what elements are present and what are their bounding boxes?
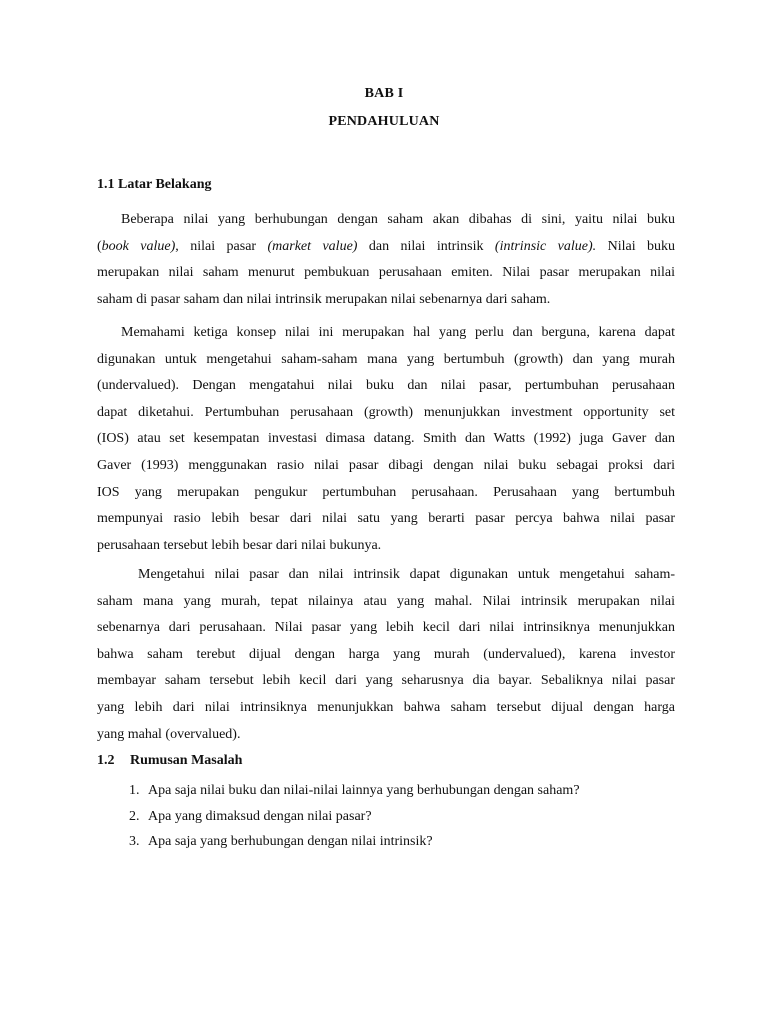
- list-item: [129, 804, 580, 830]
- paragraph-3-line-1: Mengetahui nilai pasar dan nilai intrinsik dapat digunakan untuk mengetahui saham-: [138, 567, 675, 582]
- chapter-title: PENDAHULUAN: [328, 114, 440, 129]
- list-item-text: Apa yang dimaksud dengan nilai pasar?: [148, 808, 372, 824]
- list-item-number: 3.: [129, 834, 140, 849]
- paragraph-3-line-6: yang lebih dari nilai intrinsiknya menunjukkan bahwa saham tersebut dijual dengan harga: [97, 699, 675, 715]
- paragraph-3: [97, 562, 675, 748]
- paragraph-2-line-1: Memahami ketiga konsep nilai ini merupakan hal yang perlu dan berguna, karena dapat: [121, 325, 675, 340]
- paragraph-2-line-2: digunakan untuk mengetahui saham-saham mana yang bertumbuh (growth) dan yang murah: [97, 351, 675, 367]
- paragraph-1-term-intrinsic-value: (intrinsic value).: [494, 238, 597, 254]
- paragraph-1-line-3: merupakan nilai saham menurut pembukuan perusahaan emiten. Nilai pasar merupakan nilai: [97, 265, 675, 281]
- paragraph-3-line-2: saham mana yang murah, tepat nilainya atau yang mahal. Nilai intrinsik merupakan nilai: [97, 593, 675, 609]
- paragraph-1-line-2-part: (: [97, 238, 102, 254]
- paragraph-1: [97, 207, 675, 313]
- paragraph-1-term-market-value: (market value): [267, 238, 358, 254]
- section-title: Rumusan Masalah: [130, 753, 243, 768]
- paragraph-2-line-4: dapat diketahui. Pertumbuhan perusahaan (growth) menunjukkan investment opportunity set: [97, 404, 675, 420]
- paragraph-2-line-8: mempunyai rasio lebih besar dari nilai satu yang berarti pasar percya bahwa nilai pasar: [97, 511, 675, 527]
- paragraph-3-line-7: yang mahal (overvalued).: [97, 726, 241, 742]
- list-item-number: 1.: [129, 783, 140, 798]
- paragraph-3-line-3: sebenarnya dari perusahaan. Nilai pasar yang lebih kecil dari nilai intrinsiknya menunjukkan: [97, 620, 675, 636]
- paragraph-1-line-1: Beberapa nilai yang berhubungan dengan saham akan dibahas di sini, yaitu nilai buku: [121, 212, 675, 227]
- paragraph-1-line-2-part: dan nilai intrinsik: [357, 238, 495, 254]
- chapter-label: BAB I: [364, 86, 404, 101]
- section-number: 1.2: [97, 753, 115, 768]
- list-item-number: 2.: [129, 808, 140, 824]
- paragraph-1-line-2: [97, 234, 675, 261]
- paragraph-2-line-6: Gaver (1993) menggunakan rasio nilai pasar dibagi dengan nilai buku sebagai proksi dari: [97, 457, 675, 473]
- paragraph-3-line-4: bahwa saham terebut dijual dengan harga yang murah (undervalued), karena investor: [97, 646, 675, 662]
- question-list: [129, 778, 580, 855]
- paragraph-2-line-9: perusahaan tersebut lebih besar dari nilai bukunya.: [97, 537, 382, 553]
- paragraph-1-line-2-part: , nilai pasar: [175, 238, 268, 254]
- paragraph-2-line-7: IOS yang merupakan pengukur pertumbuhan perusahaan. Perusahaan yang bertumbuh: [97, 484, 675, 500]
- paragraph-2: [97, 320, 675, 559]
- list-item: [129, 778, 580, 804]
- paragraph-1-line-2-part: Nilai buku: [596, 238, 676, 254]
- paragraph-2-line-5: (IOS) atau set kesempatan investasi dimasa datang. Smith dan Watts (1992) juga Gaver dan: [97, 431, 675, 447]
- paragraph-1-term-book-value: book value): [101, 238, 176, 254]
- section-heading-rumusan-masalah: [97, 753, 242, 769]
- paragraph-1-line-4: saham di pasar saham dan nilai intrinsik merupakan nilai sebenarnya dari saham.: [97, 291, 551, 307]
- section-heading-latar-belakang: 1.1 Latar Belakang: [97, 177, 212, 192]
- list-item-text: Apa saja yang berhubungan dengan nilai intrinsik?: [148, 834, 433, 849]
- paragraph-2-line-3: (undervalued). Dengan mengatahui nilai buku dan nilai pasar, pertumbuhan perusahaan: [97, 378, 675, 394]
- paragraph-3-line-5: membayar saham tersebut lebih kecil dari yang seharusnya dia bayar. Sebaliknya nilai pasar: [97, 673, 675, 689]
- list-item: [129, 829, 580, 855]
- list-item-text: Apa saja nilai buku dan nilai-nilai lainnya yang berhubungan dengan saham?: [148, 783, 580, 798]
